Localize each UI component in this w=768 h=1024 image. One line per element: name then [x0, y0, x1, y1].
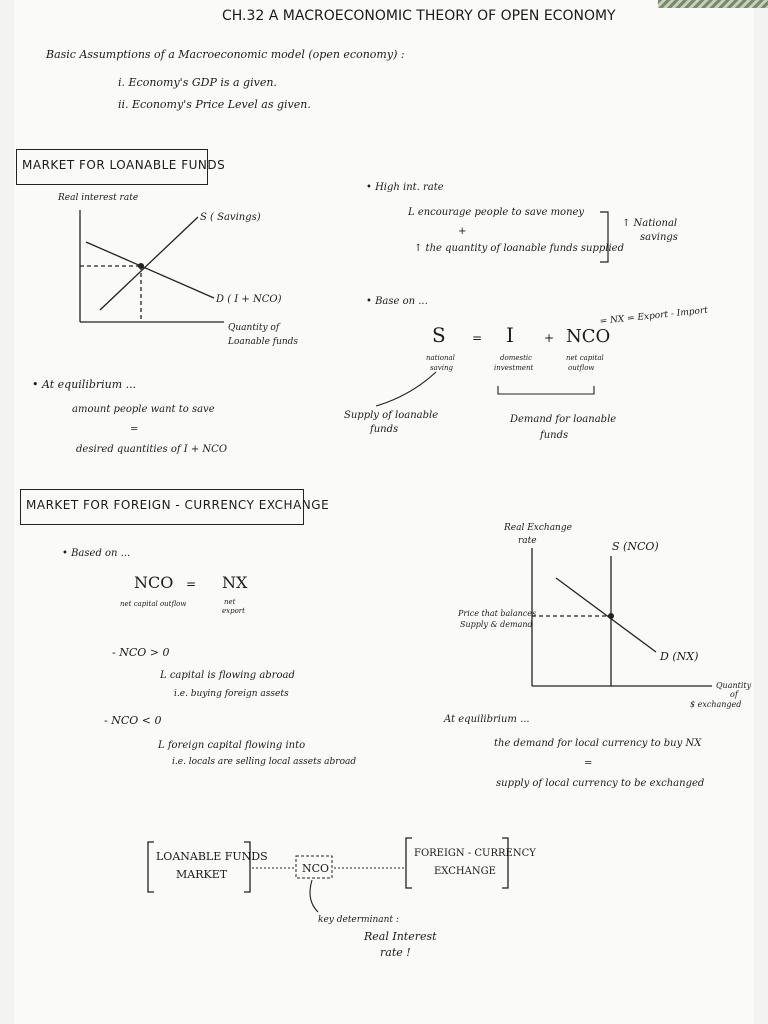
nco-positive-line1: L capital is flowing abroad: [160, 670, 295, 681]
forex-eq-heading: At equilibrium ...: [444, 714, 530, 725]
forex-eq-line2: supply of local currency to be exchanged: [496, 778, 705, 789]
high-rate-plus: +: [458, 226, 467, 237]
loanable-eq-equals: =: [130, 424, 139, 435]
loanable-xlabel-2: Loanable funds: [228, 337, 299, 347]
link-right-line1: FOREIGN - CURRENCY: [414, 848, 536, 859]
demand-brace: [498, 386, 594, 394]
forex-xlabel-3: $ exchanged: [690, 700, 742, 709]
demand-for-funds-1: Demand for loanable: [510, 414, 617, 425]
high-rate-line1: L encourage people to save money: [408, 207, 585, 218]
loanable-demand-line: [86, 242, 214, 298]
assumptions-heading: Basic Assumptions of a Macroeconomic model (open economy) :: [46, 48, 405, 61]
supply-arrow-curve: [376, 372, 436, 406]
nco-negative-line2: i.e. locals are selling local assets abroad: [172, 757, 357, 767]
forex-nx-sub-1: net: [224, 598, 236, 606]
loanable-demand-label: D ( I + NCO): [216, 294, 282, 305]
high-rate-bracket: [600, 212, 608, 262]
link-right-line2: EXCHANGE: [434, 866, 496, 877]
high-rate-result-2: savings: [640, 232, 678, 243]
assumption-item-1: i. Economy's GDP is a given.: [118, 76, 277, 89]
loanable-eq-line1: amount people want to save: [72, 404, 215, 415]
link-key-line1: key determinant :: [318, 915, 399, 925]
identity-NCO: NCO: [566, 326, 611, 347]
forex-equilibrium-point: [609, 614, 614, 619]
NCO-sub-2: outflow: [568, 364, 595, 372]
NCO-sub-1: net capital: [566, 354, 604, 362]
link-left-bracket-l: [148, 842, 154, 892]
supply-of-funds-2: funds: [370, 424, 399, 435]
forex-demand-label: D (NX): [660, 650, 699, 663]
forex-xlabel-1: Quantity: [716, 681, 752, 690]
forex-nco-sub: net capital outflow: [120, 600, 187, 608]
forex-demand-line: [556, 578, 656, 652]
high-rate-result-1: ↑ National: [622, 218, 678, 229]
demand-for-funds-2: funds: [540, 430, 569, 441]
forex-nx-sub-2: export: [222, 607, 245, 615]
identity-plus: +: [544, 331, 555, 345]
forex-chart: [532, 548, 712, 686]
identity-equals: =: [472, 331, 483, 345]
forex-nco: NCO: [134, 573, 174, 592]
loanable-xlabel-1: Quantity of: [228, 323, 280, 333]
loanable-supply-line: [100, 217, 198, 310]
link-left-line2: MARKET: [176, 868, 228, 881]
loanable-equilibrium-point: [139, 264, 144, 269]
link-key-line2: Real Interest: [364, 930, 437, 943]
page-title: CH.32 A MACROECONOMIC THEORY OF OPEN ECONOMY: [222, 8, 616, 24]
forex-xlabel-2: of: [730, 690, 738, 699]
link-key-arrow: [310, 880, 318, 912]
S-sub-1: national: [426, 354, 455, 362]
link-key-line3: rate !: [380, 946, 411, 959]
nco-negative-line1: L foreign capital flowing into: [158, 740, 306, 751]
forex-supply-label: S (NCO): [612, 540, 659, 553]
S-sub-2: saving: [430, 364, 453, 372]
link-right-bracket-r: [502, 838, 508, 888]
assumption-item-2: ii. Economy's Price Level as given.: [118, 98, 311, 111]
based-on-bullet: • Based on ...: [62, 548, 131, 559]
forex-ylabel-1: Real Exchange: [504, 523, 572, 533]
forex-eq-line1: the demand for local currency to buy NX: [494, 738, 702, 749]
high-rate-line2: ↑ the quantity of loanable funds supplied: [414, 243, 624, 254]
nco-positive-case: - NCO > 0: [112, 646, 170, 659]
loanable-eq-bullet: • At equilibrium ...: [32, 378, 137, 391]
supply-of-funds-1: Supply of loanable: [344, 410, 439, 421]
forex-price-label-1: Price that balances: [458, 609, 537, 618]
forex-eq-equals: =: [584, 758, 593, 769]
identity-I: I: [506, 323, 514, 347]
link-right-bracket-l: [406, 838, 412, 888]
loanable-eq-line2: desired quantities of I + NCO: [76, 444, 228, 455]
loanable-heading: MARKET FOR LOANABLE FUNDS: [22, 158, 226, 172]
high-rate-bullet: • High int. rate: [366, 182, 444, 193]
nco-positive-line2: i.e. buying foreign assets: [174, 689, 289, 699]
nco-negative-case: - NCO < 0: [104, 714, 162, 727]
loanable-ylabel: Real interest rate: [58, 193, 139, 203]
identity-S: S: [432, 323, 446, 347]
I-sub-1: domestic: [500, 354, 533, 362]
nco-nx-note: = NX = Export - Import: [599, 305, 709, 327]
I-sub-2: investment: [494, 364, 534, 372]
base-on-bullet: • Base on ...: [366, 296, 428, 307]
loanable-supply-label: S ( Savings): [200, 212, 261, 223]
link-nco: NCO: [302, 862, 330, 875]
link-left-line1: LOANABLE FUNDS: [156, 850, 268, 863]
loanable-chart: [80, 210, 224, 322]
forex-heading: MARKET FOR FOREIGN - CURRENCY EXCHANGE: [26, 498, 330, 512]
forex-price-label-2: Supply & demand: [460, 620, 533, 629]
forex-nx: NX: [222, 573, 248, 592]
forex-equals: =: [186, 577, 197, 591]
forex-ylabel-2: rate: [518, 536, 537, 546]
